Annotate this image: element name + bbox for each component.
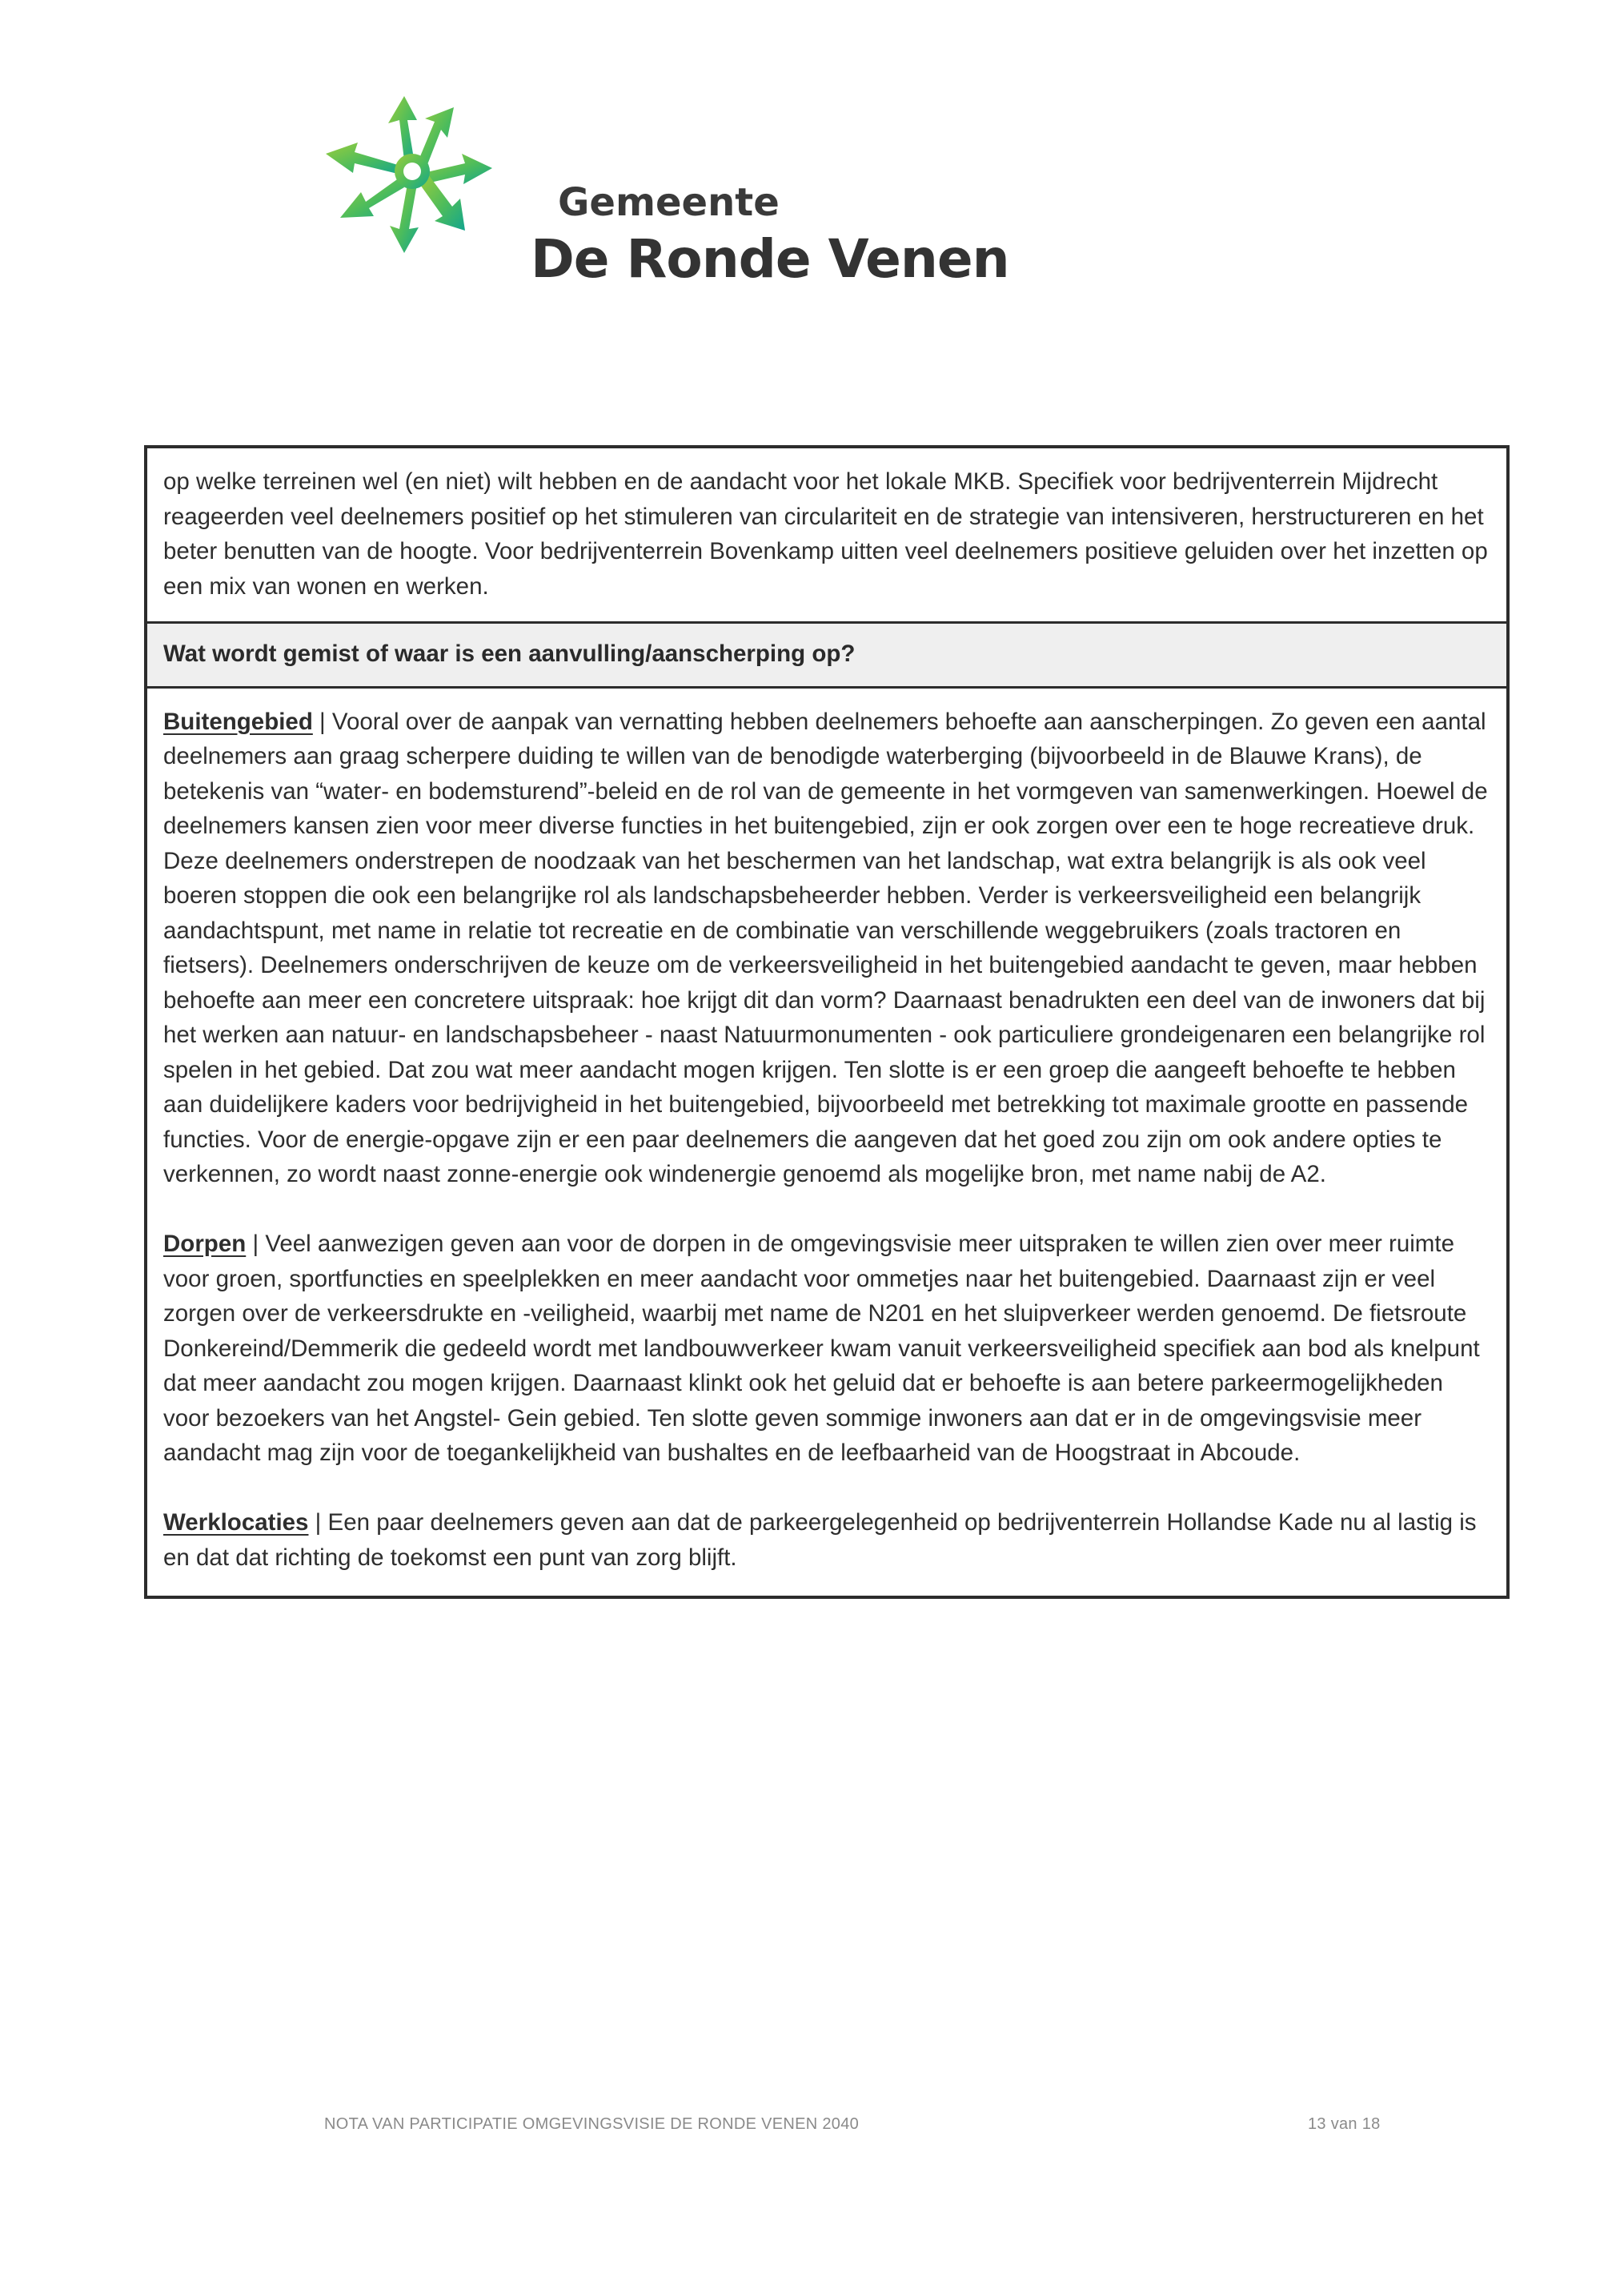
logo-text-gemeente: Gemeente [558, 180, 780, 225]
section-separator: | [246, 1231, 266, 1257]
section-heading-dorpen: Dorpen [163, 1231, 247, 1257]
section-separator: | [312, 708, 332, 735]
section-separator: | [308, 1509, 328, 1536]
section-buitengebied [163, 705, 1490, 1192]
answers-cell [147, 689, 1506, 1596]
section-text-dorpen: Veel aanwezigen geven aan voor de dorpen in de omgevingsvisie meer uitspraken te willen zien over meer ruimte voor groen, sportfuncties en speelplekken en meer aandacht voor ommetjes naar het buitengebied. Daarnaast zijn er veel zorgen over de verkeersdrukte en -veiligheid, waarbij met name de N201 en het sluipverkeer werden genoemd. De fietsroute Donkereind/Demmerik die gedeeld wordt met landbouwverkeer kwam vanuit verkeersveiligheid specifiek aan bod als knelpunt dat meer aandacht zou mogen krijgen. Daarnaast klinkt ook het geluid dat er behoefte is aan betere parkeermogelijkheden voor bezoekers van het Angstel- Gein gebied. Ten slotte geven sommige inwoners aan dat er in de omgevingsvisie meer aandacht mag zijn voor de toegankelijkheid van bushaltes en de leefbaarheid van de Hoogstraat in Abcoude. [163, 1231, 1480, 1466]
section-text-werklocaties: Een paar deelnemers geven aan dat de parkeergelegenheid op bedrijventerrein Hollandse Kade nu al lastig is en dat dat richting de toekomst een punt van zorg blijft. [163, 1509, 1477, 1571]
municipality-logo [308, 96, 1009, 296]
section-heading-buitengebied: Buitengebied [163, 708, 313, 735]
section-heading-werklocaties: Werklocaties [163, 1509, 309, 1536]
participation-summary-table [144, 445, 1510, 1599]
footer-page-number: 13 van 18 [1308, 2115, 1381, 2133]
intro-paragraph: op welke terreinen wel (en niet) wilt hebben en de aandacht voor het lokale MKB. Specifiek voor bedrijventerrein Mijdrecht reageerden veel deelnemers positief op het stimuleren van circulariteit en de strategie van intensiveren, herstructureren en het beter benutten van de hoogte. Voor bedrijventerrein Bovenkamp uitten veel deelnemers positieve geluiden over het inzetten op een mix van wonen en werken. [163, 468, 1488, 600]
section-dorpen [163, 1227, 1490, 1471]
gemeente-star-logo-icon [308, 96, 532, 256]
intro-cell [147, 448, 1506, 621]
footer-document-title: NOTA VAN PARTICIPATIE OMGEVINGSVISIE DE RONDE VENEN 2040 [324, 2115, 860, 2133]
logo-text-municipality-name: De Ronde Venen [531, 228, 1009, 290]
question-header-text: Wat wordt gemist of waar is een aanvulling/aanscherping op? [163, 641, 856, 667]
section-werklocaties [163, 1505, 1490, 1575]
section-text-buitengebied: Vooral over de aanpak van vernatting hebben deelnemers behoefte aan aanscherpingen. Zo geven een aantal deelnemers aan graag scherpere duiding te willen van de benodigde waterberging (bijvoorbeeld in de Blauwe Krans), de betekenis van “water- en bodemsturend”-beleid en de rol van de gemeente in het vormgeven van samenwerkingen. Hoewel de deelnemers kansen zien voor meer diverse functies in het buitengebied, zijn er ook zorgen over een te hoge recreatieve druk. Deze deelnemers onderstrepen de noodzaak van het beschermen van het landschap, wat extra belangrijk is als ook veel boeren stoppen die ook een belangrijke rol als landschapsbeheerder hebben. Verder is verkeersveiligheid een belangrijk aandachtspunt, met name in relatie tot recreatie en de combinatie van verschillende weggebruikers (zoals tractoren en fietsers). Deelnemers onderschrijven de keuze om de verkeersveiligheid in het buitengebied aandacht te geven, maar hebben behoefte aan meer een concretere uitspraak: hoe krijgt dit dan vorm? Daarnaast benadrukten een deel van de inwoners dat bij het werken aan natuur- en landschapsbeheer - naast Natuurmonumenten - ook particuliere grondeigenaren een belangrijke rol spelen in het gebied. Dat zou wat meer aandacht mogen krijgen. Ten slotte is er een groep die aangeeft behoefte te hebben aan duidelijkere kaders voor bedrijvigheid in het buitengebied, bijvoorbeeld met betrekking tot maximale grootte en passende functies. Voor de energie-opgave zijn er een paar deelnemers die aangeven dat het goed zou zijn om ook andere opties te verkennen, zo wordt naast zonne-energie ook windenergie genoemd als mogelijke bron, met name nabij de A2. [163, 708, 1488, 1187]
question-header-cell [147, 621, 1506, 689]
